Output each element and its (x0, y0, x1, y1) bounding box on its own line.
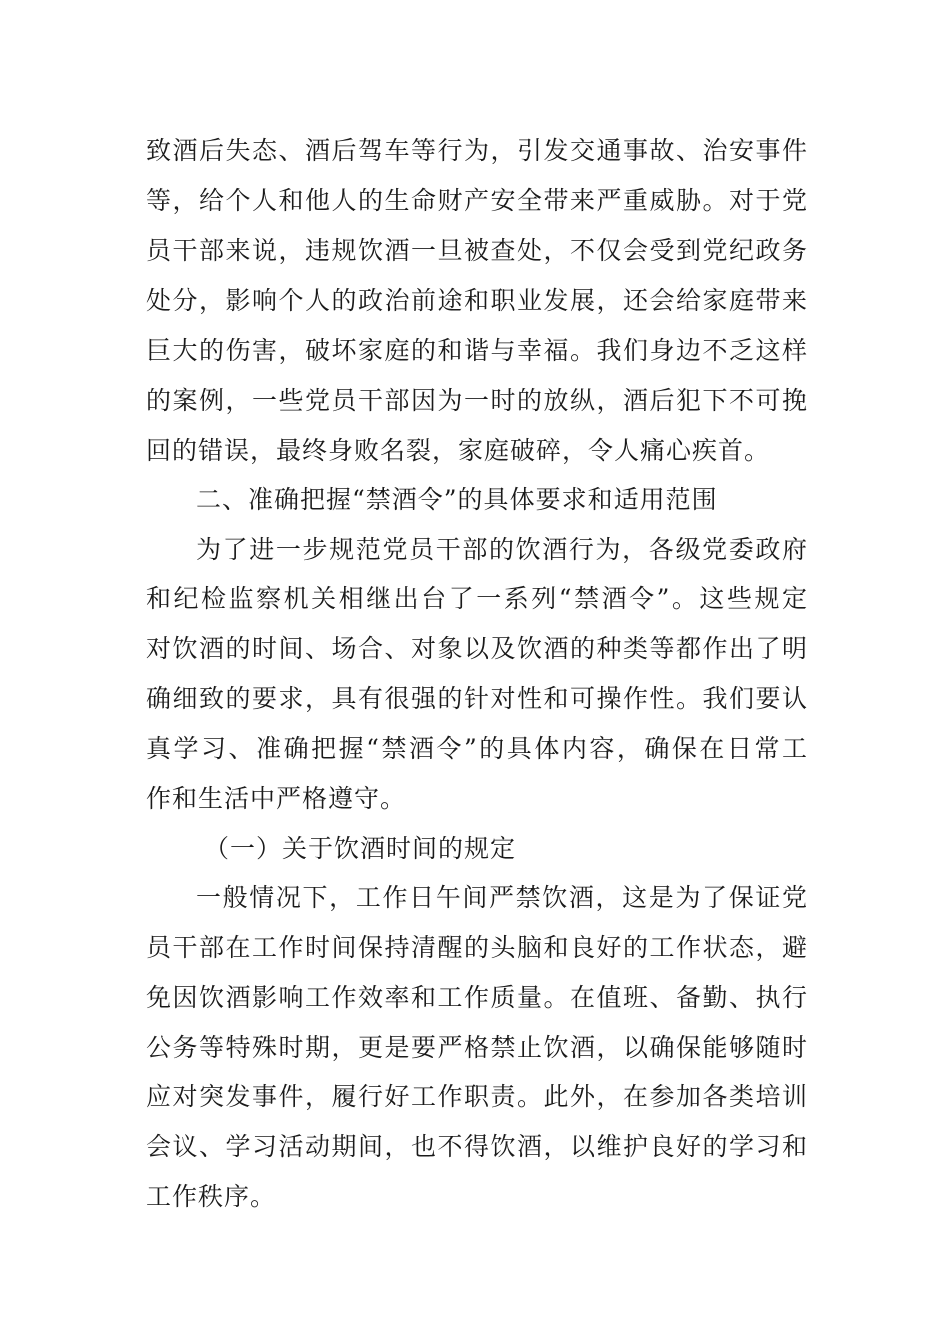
paragraph-1-line-2: 等，给个人和他人的生命财产安全带来严重威胁。对于党 (146, 186, 808, 215)
paragraph-3-line-6: 会议、学习活动期间，也不得饮酒，以维护良好的学习和 (146, 1132, 808, 1161)
paragraph-3-line-4: 公务等特殊时期，更是要严格禁止饮酒，以确保能够随时 (146, 1033, 808, 1062)
paragraph-2-line-5: 真学习、准确把握“禁酒令”的具体内容，确保在日常工 (146, 734, 808, 763)
paragraph-1-line-7: 回的错误，最终身败名裂，家庭破碎，令人痛心疾首。 (146, 436, 771, 465)
paragraph-3-line-2: 员干部在工作时间保持清醒的头脑和良好的工作状态，避 (146, 933, 808, 962)
subsection-1-heading: （一）关于饮酒时间的规定 (204, 834, 517, 863)
section-2-heading: 二、准确把握“禁酒令”的具体要求和适用范围 (196, 485, 718, 514)
paragraph-1-line-4: 处分，影响个人的政治前途和职业发展，还会给家庭带来 (146, 286, 808, 315)
paragraph-3-line-7: 工作秩序。 (146, 1182, 277, 1211)
paragraph-3-line-3: 免因饮酒影响工作效率和工作质量。在值班、备勤、执行 (146, 983, 808, 1012)
paragraph-3-line-1: 一般情况下，工作日午间严禁饮酒，这是为了保证党 (196, 883, 808, 912)
paragraph-2-line-3: 对饮酒的时间、场合、对象以及饮酒的种类等都作出了明 (146, 634, 808, 663)
paragraph-1-line-5: 巨大的伤害，破坏家庭的和谐与幸福。我们身边不乏这样 (146, 336, 808, 365)
paragraph-3-line-5: 应对突发事件，履行好工作职责。此外，在参加各类培训 (146, 1082, 808, 1111)
paragraph-2-line-6: 作和生活中严格遵守。 (146, 784, 407, 813)
paragraph-1-line-1: 致酒后失态、酒后驾车等行为，引发交通事故、治安事件 (146, 136, 808, 165)
paragraph-2-line-2: 和纪检监察机关相继出台了一系列“禁酒令”。这些规定 (146, 584, 808, 613)
paragraph-2-line-1: 为了进一步规范党员干部的饮酒行为，各级党委政府 (196, 535, 808, 564)
paragraph-2-line-4: 确细致的要求，具有很强的针对性和可操作性。我们要认 (146, 684, 808, 713)
paragraph-1-line-3: 员干部来说，违规饮酒一旦被查处，不仅会受到党纪政务 (146, 236, 808, 265)
paragraph-1-line-6: 的案例，一些党员干部因为一时的放纵，酒后犯下不可挽 (146, 386, 808, 415)
